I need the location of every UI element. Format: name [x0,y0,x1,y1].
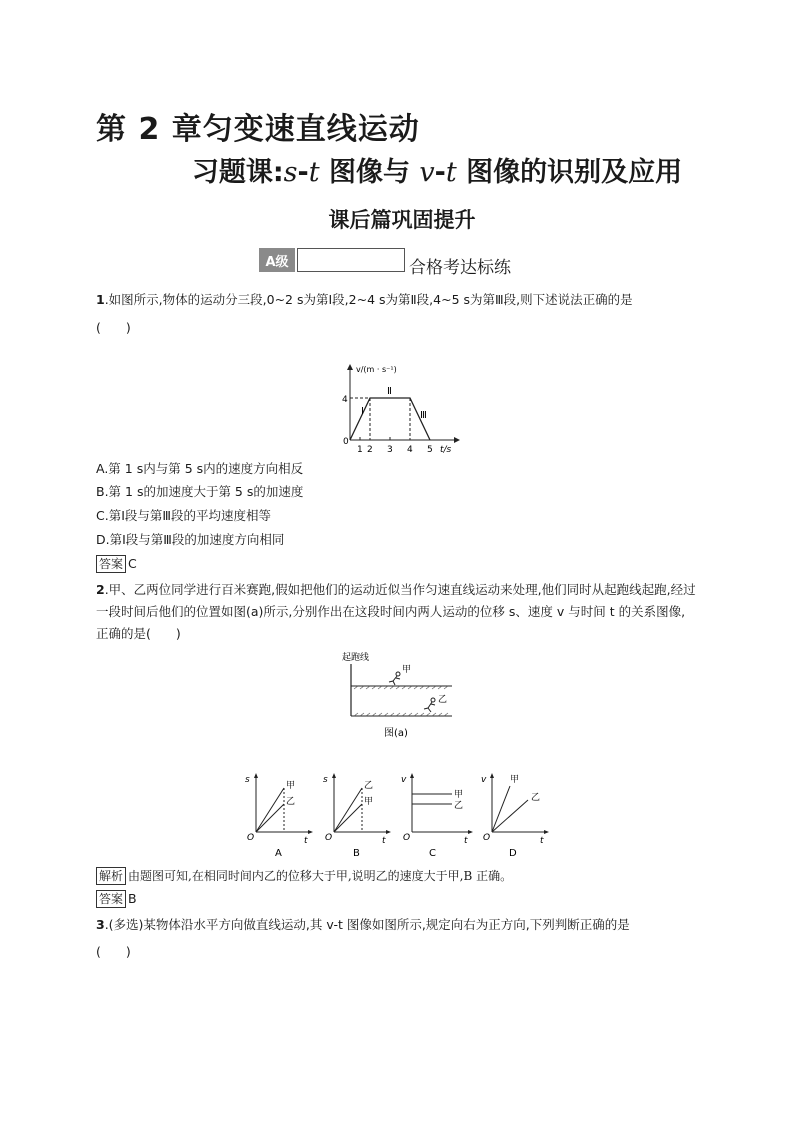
q2-graph-a [244,770,316,858]
upper-label: 乙 [364,781,374,791]
y-axis-arrow [410,773,414,778]
section-title: 课后篇巩固提升 [328,208,476,232]
lesson-title-prefix: 习题课: [191,157,284,188]
x-tick-1: 1 [357,445,363,455]
line-jia [334,804,362,832]
x-tick-2: 2 [367,445,373,455]
lower-label: 乙 [531,793,541,803]
question-2-number: 2 [96,582,105,597]
q1-option-a: A.第 1 s内与第 5 s内的速度方向相反 [96,461,304,476]
x-axis-label: t/s [440,445,452,455]
line-yi [334,788,362,832]
q1-answer [96,555,137,573]
figure-a-caption: 图(a) [384,728,408,739]
graph-letter: C [429,848,436,858]
lesson-title-t2: t [445,157,457,188]
q2-answer-tag: 答案 [96,890,126,908]
q2-answer-value: B [128,891,137,906]
segment-3-label: Ⅲ [420,410,427,421]
lesson-title-suffix: 图像的识别及应用 [456,157,683,188]
lesson-title-mid2: 图像与 [319,157,420,188]
y-axis-arrow [332,773,336,778]
origin-label: O [325,833,333,843]
q1-answer-tag: 答案 [96,555,126,573]
question-1-paren: ( ) [96,320,131,335]
level-blank-box [297,248,405,272]
q2-explain-text: 由题图可知,在相同时间内乙的位移大于甲,说明乙的速度大于甲,B 正确。 [128,869,513,883]
x-axis-arrow [308,830,313,834]
y-label: v [481,775,487,785]
line-jia [256,788,284,832]
y-label: v [401,775,407,785]
y-axis-arrow [254,773,258,778]
upper-label: 甲 [454,790,464,800]
q2-figure-a [340,650,460,742]
level-title: 合格考达标练 [409,258,511,278]
start-line-label: 起跑线 [342,653,370,663]
runner-yi-figure [424,698,435,712]
q1-option-b: B.第 1 s的加速度大于第 5 s的加速度 [96,484,304,499]
x-label: t [304,836,308,846]
q2-answer [96,890,137,908]
question-1-number: 1 [96,292,105,307]
upper-label: 甲 [510,775,520,785]
x-label: t [464,836,468,846]
velocity-line [350,398,430,440]
question-3-paren: ( ) [96,944,131,959]
y-axis-arrow [347,364,353,370]
line-yi [492,800,528,832]
origin-label: O [247,833,255,843]
line-jia [492,786,510,832]
x-label: t [540,836,544,846]
q2-graph-b [322,770,394,858]
lesson-title-v: v [419,157,435,188]
x-label: t [382,836,386,846]
lesson-title [0,150,794,189]
q2-explain-tag: 解析 [96,867,126,885]
lower-label: 乙 [286,797,296,807]
y-axis-label: v/(m · s⁻¹) [356,365,397,374]
lesson-title-s: s [283,157,298,188]
x-axis-arrow [386,830,391,834]
y-label: s [245,775,250,785]
x-tick-4: 4 [407,445,413,455]
question-2 [96,579,696,645]
runner-jia-figure [389,672,400,685]
origin-label: O [483,833,491,843]
question-1 [96,289,696,311]
lesson-title-mid3: - [434,157,446,188]
question-3-text: .(多选)某物体沿水平方向做直线运动,其 v-t 图像如图所示,规定向右为正方向,下列判断正确的是 [104,917,630,932]
chapter-title: 第 2 章匀变速直线运动 [96,112,420,147]
x-tick-5: 5 [427,445,433,455]
segment-2-label: Ⅱ [387,386,392,397]
upper-label: 甲 [286,781,296,791]
y-tick-4: 4 [342,395,348,405]
graph-letter: A [275,848,282,858]
lesson-title-t1: t [308,157,320,188]
q1-answer-value: C [128,556,137,571]
line-yi [256,804,284,832]
q1-option-c: C.第Ⅰ段与第Ⅲ段的平均速度相等 [96,508,272,523]
segment-1-label: Ⅰ [361,406,364,417]
graph-letter: D [509,848,517,858]
question-3-number: 3 [96,917,105,932]
q1-vt-graph [330,362,470,458]
y-label: s [323,775,328,785]
x-tick-3: 3 [387,445,393,455]
q2-graph-c [400,770,480,858]
origin-label: 0 [343,437,349,447]
lesson-title-mid1: - [297,157,309,188]
lower-label: 甲 [364,797,374,807]
y-axis-arrow [490,773,494,778]
question-3 [96,914,696,936]
question-1-text: .如图所示,物体的运动分三段,0~2 s为第Ⅰ段,2~4 s为第Ⅱ段,4~5 s为第Ⅲ段,则下述说法正确的是 [104,292,633,307]
level-header [259,248,511,278]
q1-option-d: D.第Ⅰ段与第Ⅲ段的加速度方向相同 [96,532,285,547]
question-2-text: .甲、乙两位同学进行百米赛跑,假如把他们的运动近似当作匀速直线运动来处理,他们同时从起跑线起跑,经过一段时间后他们的位置如图(a)所示,分别作出在这段时间内两人运动的位移 s、速度 v 与时间 t 的关系图像,正确的是( ) [96,582,696,641]
x-axis-arrow [544,830,549,834]
runner-jia-label: 甲 [402,665,412,675]
origin-label: O [403,833,411,843]
q2-explanation [96,867,512,885]
level-badge: A级 [259,248,295,272]
q2-graph-d [480,770,552,858]
lower-label: 乙 [454,801,464,811]
graph-letter: B [353,848,360,858]
x-axis-arrow [454,437,460,443]
x-axis-arrow [468,830,473,834]
runner-yi-label: 乙 [438,695,448,705]
